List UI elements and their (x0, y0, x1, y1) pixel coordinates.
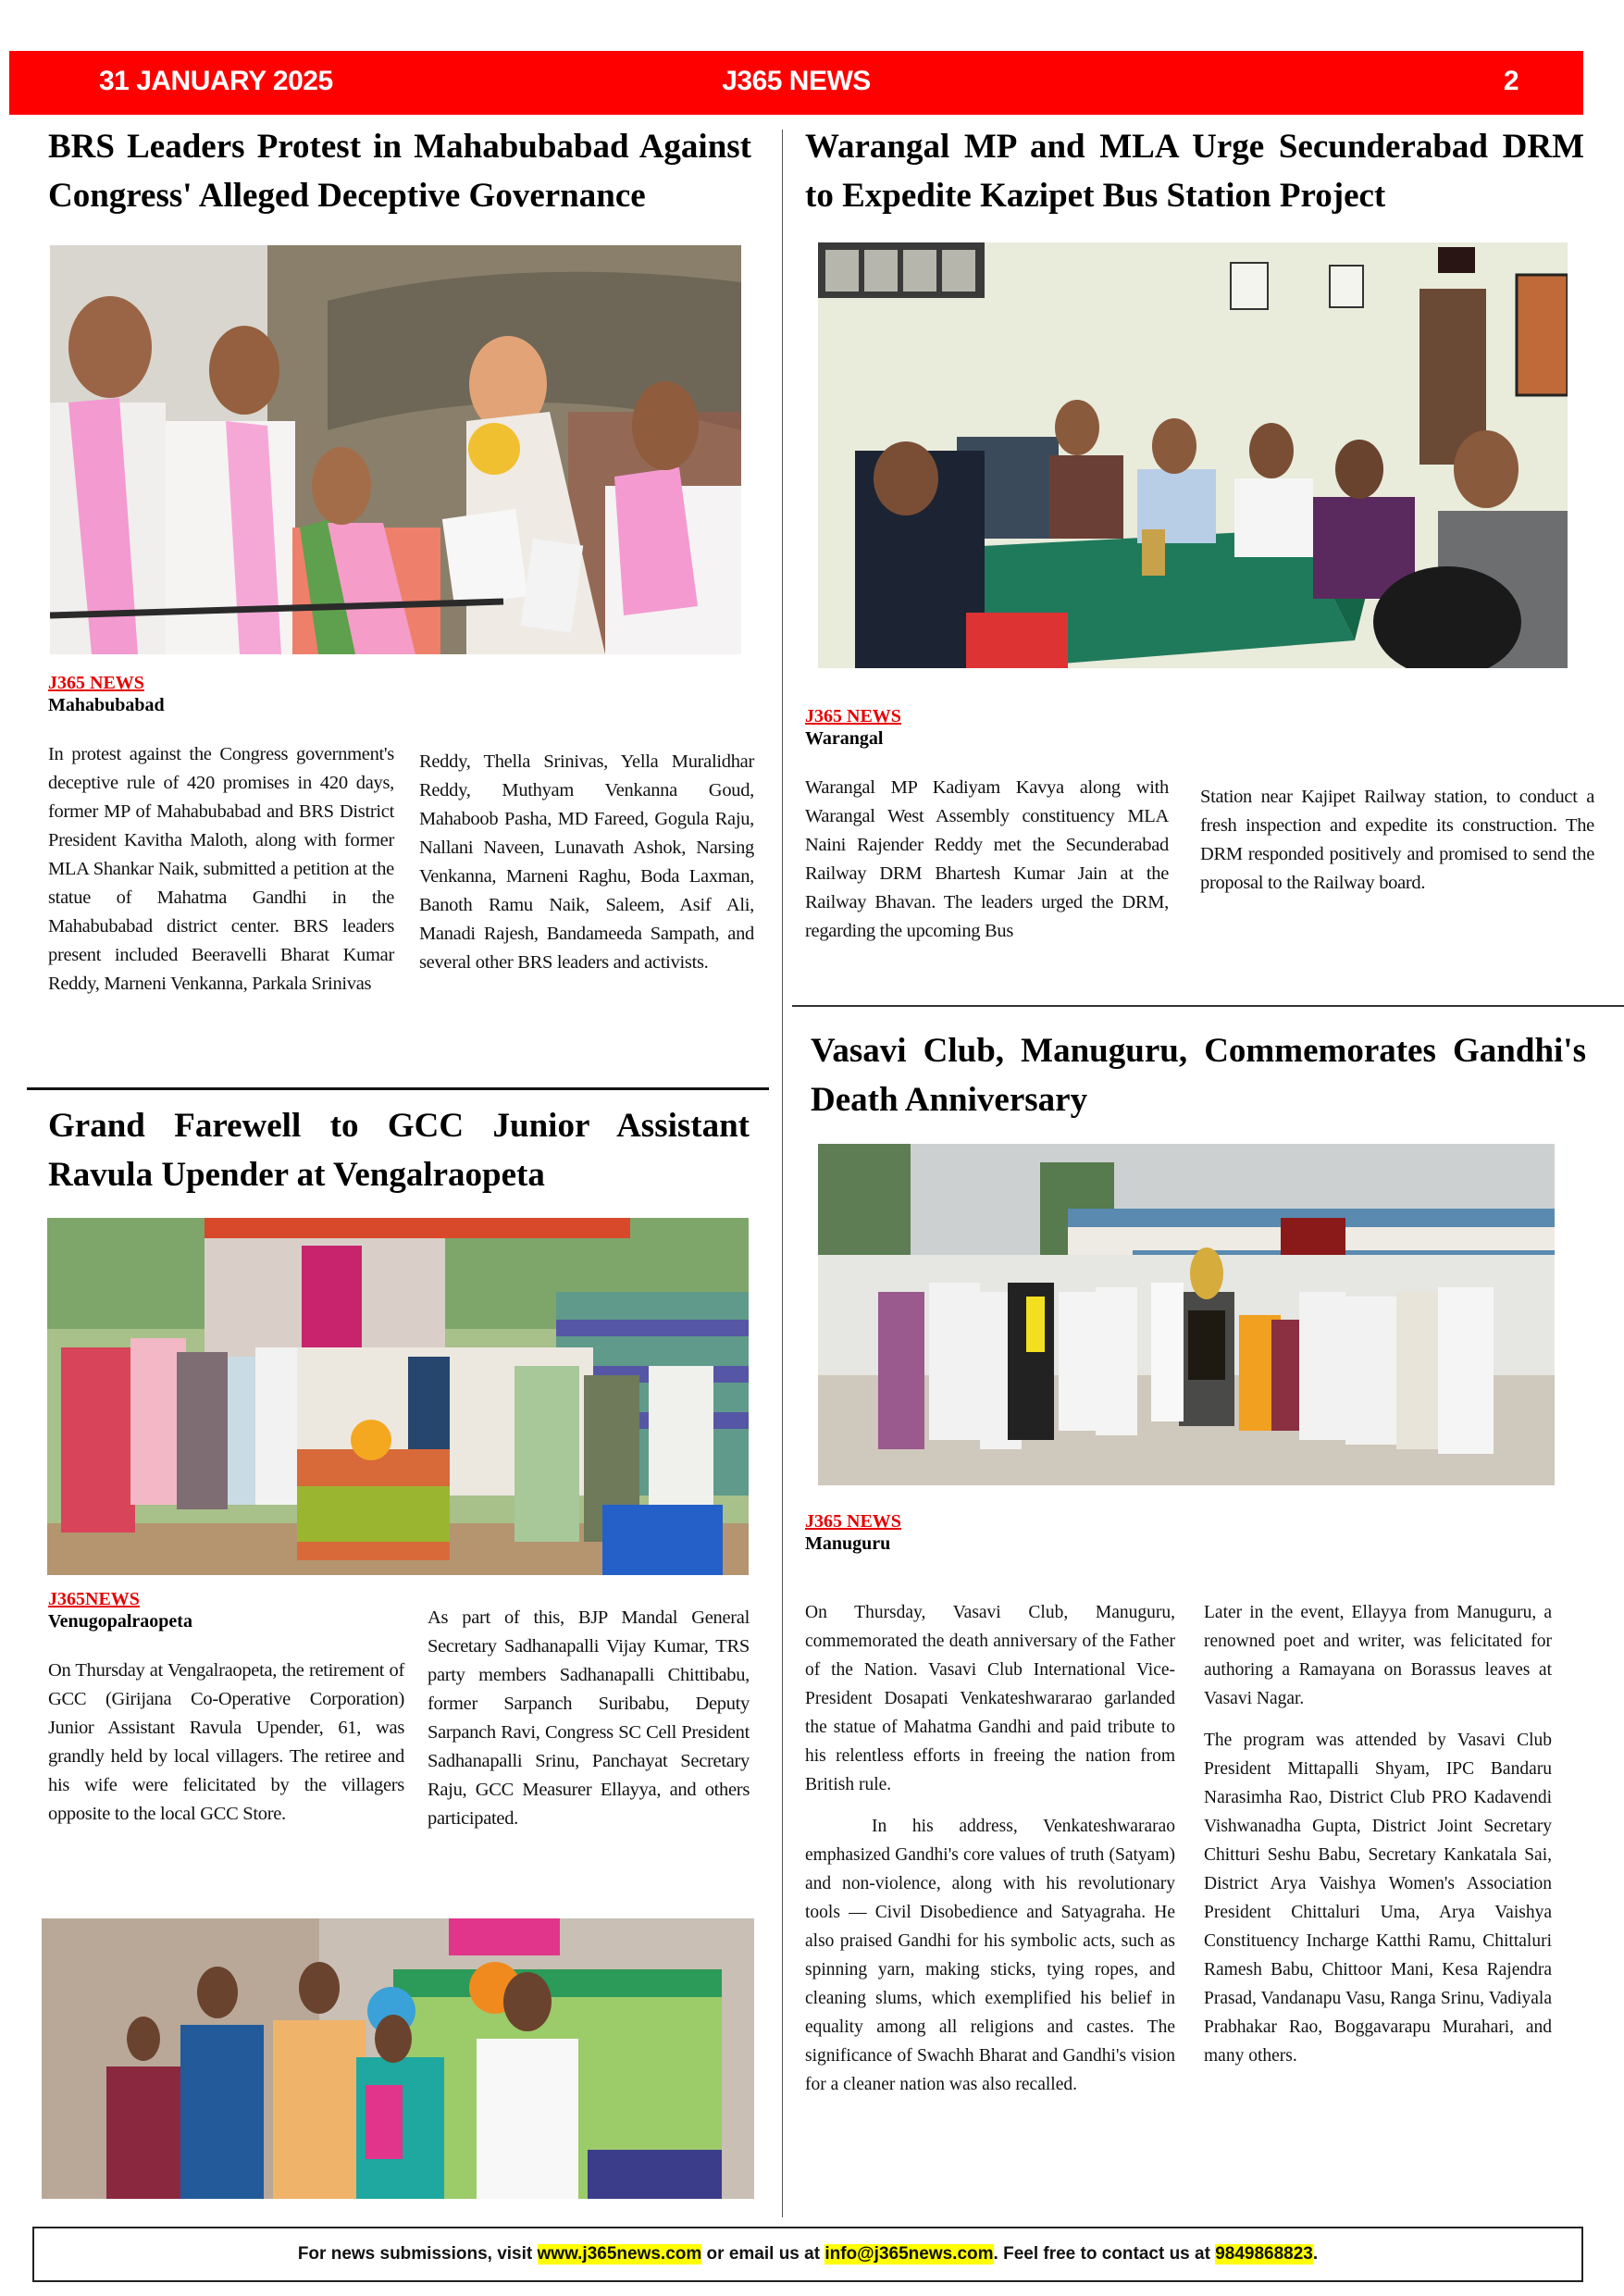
byline-location: Venugopalraopeta (48, 1611, 192, 1632)
felicitation-banner-photo (42, 1918, 754, 2199)
page-number: 2 (1503, 66, 1519, 96)
paragraph: On Thursday at Vengalraopeta, the retirement of GCC (Girijana Co-Operative Corporation) Junior Assistant Ravula Upender, 61, was grandly held by local villagers. The retiree and his wife were felicitated by the villagers opposite to the local GCC Store. (48, 1660, 404, 1824)
farewell-group-photo (47, 1218, 749, 1575)
footer-end: . (1312, 2244, 1319, 2264)
issue-date: 31 JANUARY 2025 (99, 66, 333, 96)
byline-brand: J365 NEWS (48, 673, 144, 693)
byline-gcc-farewell (48, 1588, 192, 1632)
paragraph: Station near Kajipet Railway station, to conduct a fresh inspection and expedite its construction. The DRM responded positively and promised to send the proposal to the Railway board. (1200, 787, 1594, 893)
paragraph: In protest against the Congress government's deceptive rule of 420 promises in 420 days, former MP of Mahabubabad and BRS District President Kavitha Maloth, along with former MLA Shankar Naik, submitted a petition at the statue of Mahatma Gandhi in the Mahabubabad district center. BRS leaders present included Beeravelli Bharat Kumar Reddy, Marneni Venkanna, Parkala Srinivas (48, 744, 394, 994)
article-column-2 (1200, 783, 1594, 911)
paragraph: The program was attended by Vasavi Club President Mittapalli Shyam, IPC Bandaru Narasimha Rao, District Club PRO Kadavendi Vishwanadha Gupta, District Joint Secretary Chitturi Seshu Babu, Secretary Kankatala Sai, District Arya Vaishya Women's Association President Chittaluri Uma, Arya Vaishya Constituency Incharge Katthi Ramu, Chittaluri Ramesh Babu, Chittoor Mani, Kesa Rajendra Prasad, Vandanapu Vasu, Ranga Srinu, Vadiyala Prabhakar Rao, Boggavarapu Murahari, and many others. (1204, 1731, 1552, 2066)
article-column-2 (1204, 1598, 1552, 2083)
gandhi-bust-tribute-photo (818, 1144, 1555, 1485)
article-column-2 (428, 1604, 750, 1846)
paragraph: As part of this, BJP Mandal General Secretary Sadhanapalli Vijay Kumar, TRS party members Sadhanapalli Chittibabu, former Sarpanch Suribabu, Deputy Sarpanch Ravi, Congress SC Cell President Sadhanapalli Srinu, Panchayat Secretary Raju, GCC Measurer Ellayya, and others participated. (428, 1607, 750, 1829)
paragraph: Reddy, Thella Srinivas, Yella Muralidhar Reddy, Muthyam Venkanna Goud, Mahaboob Pasha, MD Fareed, Gogula Raju, Nallani Naveen, Lunavath Ashok, Narsing Venkanna, Marneni Raghu, Boda Laxman, Banoth Ramu Naik, Saleem, Asif Ali, Manadi Rajesh, Bandameeda Sampath, and several other BRS leaders and activists. (419, 751, 754, 973)
drm-office-meeting-photo (818, 242, 1568, 668)
paragraph: On Thursday, Vasavi Club, Manuguru, commemorated the death anniversary of the Father of the Nation. Vasavi Club International Vice-President Dosapati Venkateshwararao garlanded the statue of Mahatma Gandhi and paid tribute to his relentless efforts in freeing the nation from British rule. (805, 1603, 1175, 1794)
footer-suffix: . Feel free to contact us at (993, 2244, 1216, 2264)
headline-vasavi-club: Vasavi Club, Manuguru, Commemorates Gandhi's Death Anniversary (811, 1032, 1586, 1119)
footer-website-link[interactable]: www.j365news.com (537, 2244, 702, 2264)
byline-vasavi-club (805, 1510, 901, 1555)
submission-footer (32, 2227, 1583, 2282)
masthead-bar (9, 51, 1583, 115)
byline-location: Manuguru (805, 1533, 891, 1554)
footer-middle: or email us at (701, 2244, 825, 2264)
article-column-1 (805, 1598, 1175, 2112)
byline-brand: J365NEWS (48, 1589, 140, 1609)
paragraph: Later in the event, Ellayya from Manuguru, a renowned poet and writer, was felicitated for authoring a Ramayana on Borassus leaves at Vasavi Nagar. (1204, 1603, 1552, 1708)
brs-leaders-gandhi-statue-photo (50, 245, 741, 654)
headline-gcc-farewell: Grand Farewell to GCC Junior Assistant Ravula Upender at Vengalraopeta (48, 1107, 750, 1194)
byline-brand: J365 NEWS (805, 706, 901, 726)
article-column-1 (805, 774, 1169, 959)
article-column-1 (48, 740, 394, 1011)
byline-warangal-drm (805, 705, 901, 750)
footer-phone-number[interactable]: 9849868823 (1215, 2244, 1313, 2264)
column-divider (782, 130, 783, 2217)
headline-brs-protest: BRS Leaders Protest in Mahabubabad Against Congress' Alleged Deceptive Governance (48, 128, 751, 215)
section-rule-left (27, 1087, 769, 1090)
article-column-2 (419, 748, 754, 990)
footer-email-link[interactable]: info@j365news.com (824, 2244, 994, 2264)
byline-brand: J365 NEWS (805, 1511, 901, 1532)
paragraph: Warangal MP Kadiyam Kavya along with Warangal West Assembly constituency MLA Naini Rajender Reddy met the Secunderabad Railway DRM Bhartesh Kumar Jain at the Railway Bhavan. The leaders urged the DRM, regarding the upcoming Bus (805, 777, 1169, 941)
paragraph: In his address, Venkateshwararao emphasized Gandhi's core values of truth (Satyam) and non-violence, along with his revolutionary tools — Civil Disobedience and Satyagraha. He also praised Gandhi for his symbolic acts, such as spinning yarn, making sticks, tying ropes, and cleaning slums, which exemplified his belief in equality among all religions and castes. The significance of Swachh Bharat and Gandhi's vision for a cleaner nation was also recalled. (805, 1817, 1175, 2094)
byline-location: Mahabubabad (48, 695, 165, 715)
footer-prefix: For news submissions, visit (297, 2244, 538, 2264)
section-rule-right (792, 1005, 1624, 1007)
publication-name: J365 NEWS (722, 66, 871, 96)
byline-location: Warangal (805, 728, 884, 749)
article-column-1 (48, 1657, 404, 1842)
byline-brs-protest (48, 672, 165, 716)
headline-warangal-drm: Warangal MP and MLA Urge Secunderabad DRM to Expedite Kazipet Bus Station Project (805, 128, 1584, 215)
